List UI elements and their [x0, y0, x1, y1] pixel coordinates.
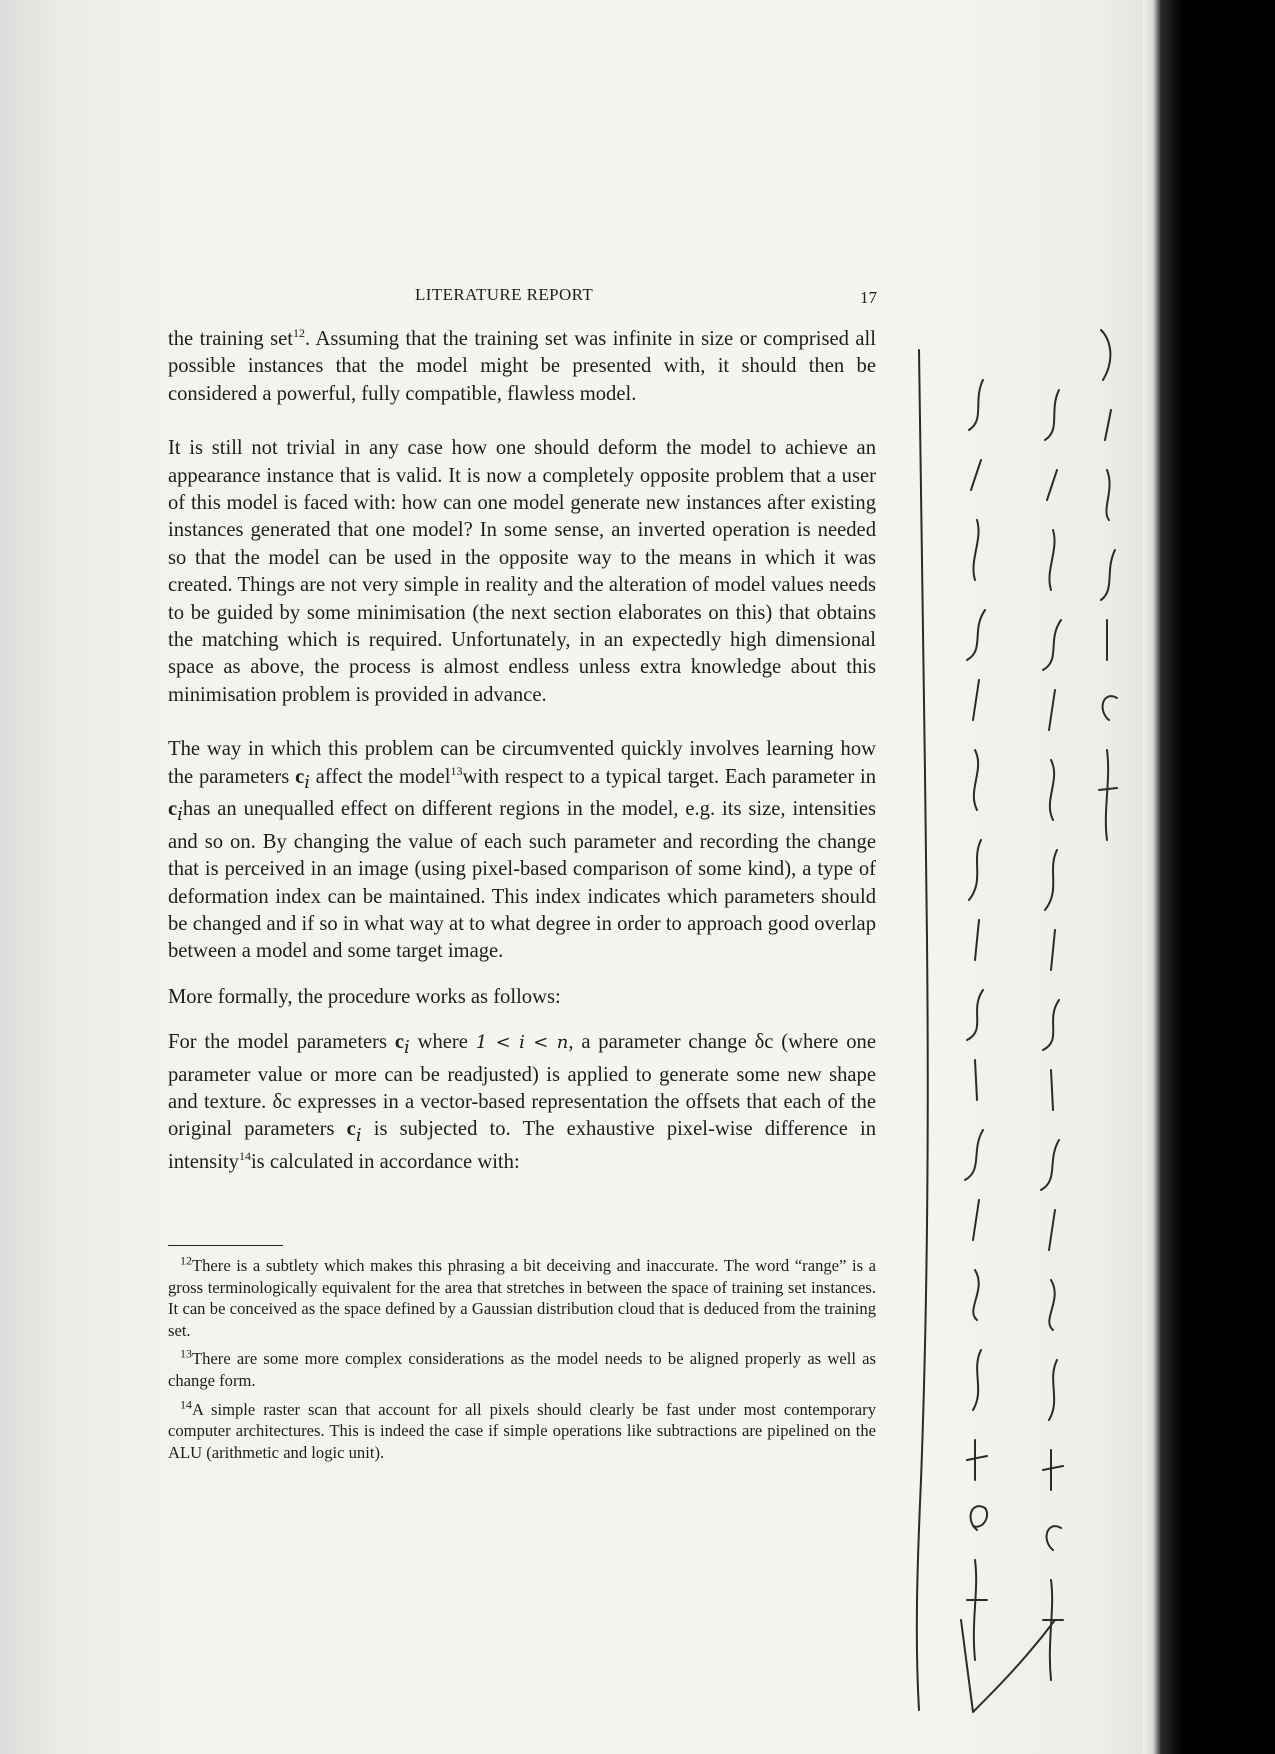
body-text: [168, 326, 876, 1203]
footnote-14: [168, 1399, 876, 1464]
text-run: with respect to a typical target. Each parameter in: [462, 765, 876, 788]
footnote-ref-14: 14: [238, 1149, 251, 1164]
page-number: 17: [860, 288, 877, 307]
footnote-12: [168, 1255, 876, 1341]
param-symbol: c: [295, 765, 305, 788]
index-symbol: i: [177, 804, 183, 826]
text-run: The way in which this problem can be circumvented quickly involves learning how the parameters: [168, 738, 876, 788]
delta-c-symbol: δc: [272, 1091, 292, 1114]
paragraph-2: It is still not trivial in any case how one should deform the model to achieve an appearance instance that is valid. It is now a completely opposite problem that a user of this model is faced with: how can one model generate new instances after existing instances generated that one model? In some sense, an inverted operation is needed so that the model can be used in the opposite way to the means in which it was created. Things are not very simple in reality and the alteration of model values needs to be guided by some minimisation (the next section elaborates on this) that obtains the matching which is required. Unfortunately, in an expectedly high dimensional space as above, the process is almost endless unless extra knowledge about this minimisation problem is provided in advance.: [168, 437, 876, 706]
footnote-number: 14: [180, 1397, 192, 1412]
footnote-ref-12: 12: [293, 326, 305, 341]
paragraph-4: More formally, the procedure works as follows:: [168, 985, 561, 1008]
text-run: expresses in a vector-based representation the offsets that each of the original parameters: [168, 1091, 876, 1141]
delta-c-symbol: δc: [754, 1031, 774, 1054]
footnote-rule: [168, 1245, 283, 1246]
param-symbol: c: [394, 1031, 405, 1054]
footnote-ref-13: 13: [450, 763, 463, 778]
running-title: LITERATURE REPORT: [415, 285, 594, 304]
paragraph-1: [168, 326, 876, 408]
footnote-13: [168, 1348, 876, 1391]
footnotes: [168, 1255, 876, 1470]
text-run: is calculated in accordance with:: [250, 1151, 520, 1173]
footnote-number: 12: [180, 1253, 192, 1268]
text-run: . Assuming that the training set was infinite in size or comprised all possible instances that the model might be presented with, it should then be considered a powerful, fully compatible, flawless model.: [168, 328, 877, 405]
index-symbol: i: [355, 1124, 362, 1146]
text-run: is subjected to. The exhaustive pixel-wise difference in intensity: [168, 1118, 876, 1173]
scanner-edge-shadow: [1143, 0, 1275, 1754]
param-symbol: c: [168, 798, 178, 821]
inequality: 1 < i < n: [475, 1032, 569, 1054]
paragraph-5: [168, 1029, 876, 1176]
text-run: (where one parameter value or more can be readjusted) is applied to generate some new shape and texture.: [168, 1031, 876, 1114]
text-run: , a parameter change: [568, 1031, 755, 1054]
annotation-drawing: [875, 320, 1145, 1720]
paragraph-3: [168, 736, 876, 965]
text-run: affect the model: [309, 765, 451, 788]
footnote-text: There is a subtlety which makes this phrasing a bit deceiving and inaccurate. The word “range” is a gross terminologically equivalent for the area that stretches in between the space of training set instances. It can be conceived as the space defined by a Gaussian distribution cloud that is deduced from the training set.: [168, 1256, 876, 1340]
index-symbol: i: [304, 771, 310, 793]
footnote-text: A simple raster scan that account for all pixels should clearly be fast under most contemporary computer architectures. This is indeed the case if simple operations like subtractions are pipelined on the ALU (arithmetic and logic unit).: [168, 1399, 876, 1462]
text-run: has an unequalled effect on different regions in the model, e.g. its size, intensities and so on. By changing the value of each such parameter and recording the change that is perceived in an image (using pixel-based comparison of some kind), a type of deformation index can be maintained. This index indicates which parameters should be changed and if so in what way at to what degree in order to approach good overlap between a model and some target image.: [168, 798, 876, 963]
text-run: the training set: [168, 328, 293, 350]
handwritten-annotation: [875, 320, 1145, 1720]
param-symbol: c: [346, 1118, 356, 1141]
footnote-number: 13: [180, 1346, 192, 1361]
text-run: For the model parameters: [168, 1031, 395, 1054]
text-run: where: [409, 1031, 476, 1054]
index-symbol: i: [404, 1037, 410, 1059]
footnote-text: There are some more complex considerations as the model needs to be aligned properly as well as change form.: [168, 1349, 876, 1390]
